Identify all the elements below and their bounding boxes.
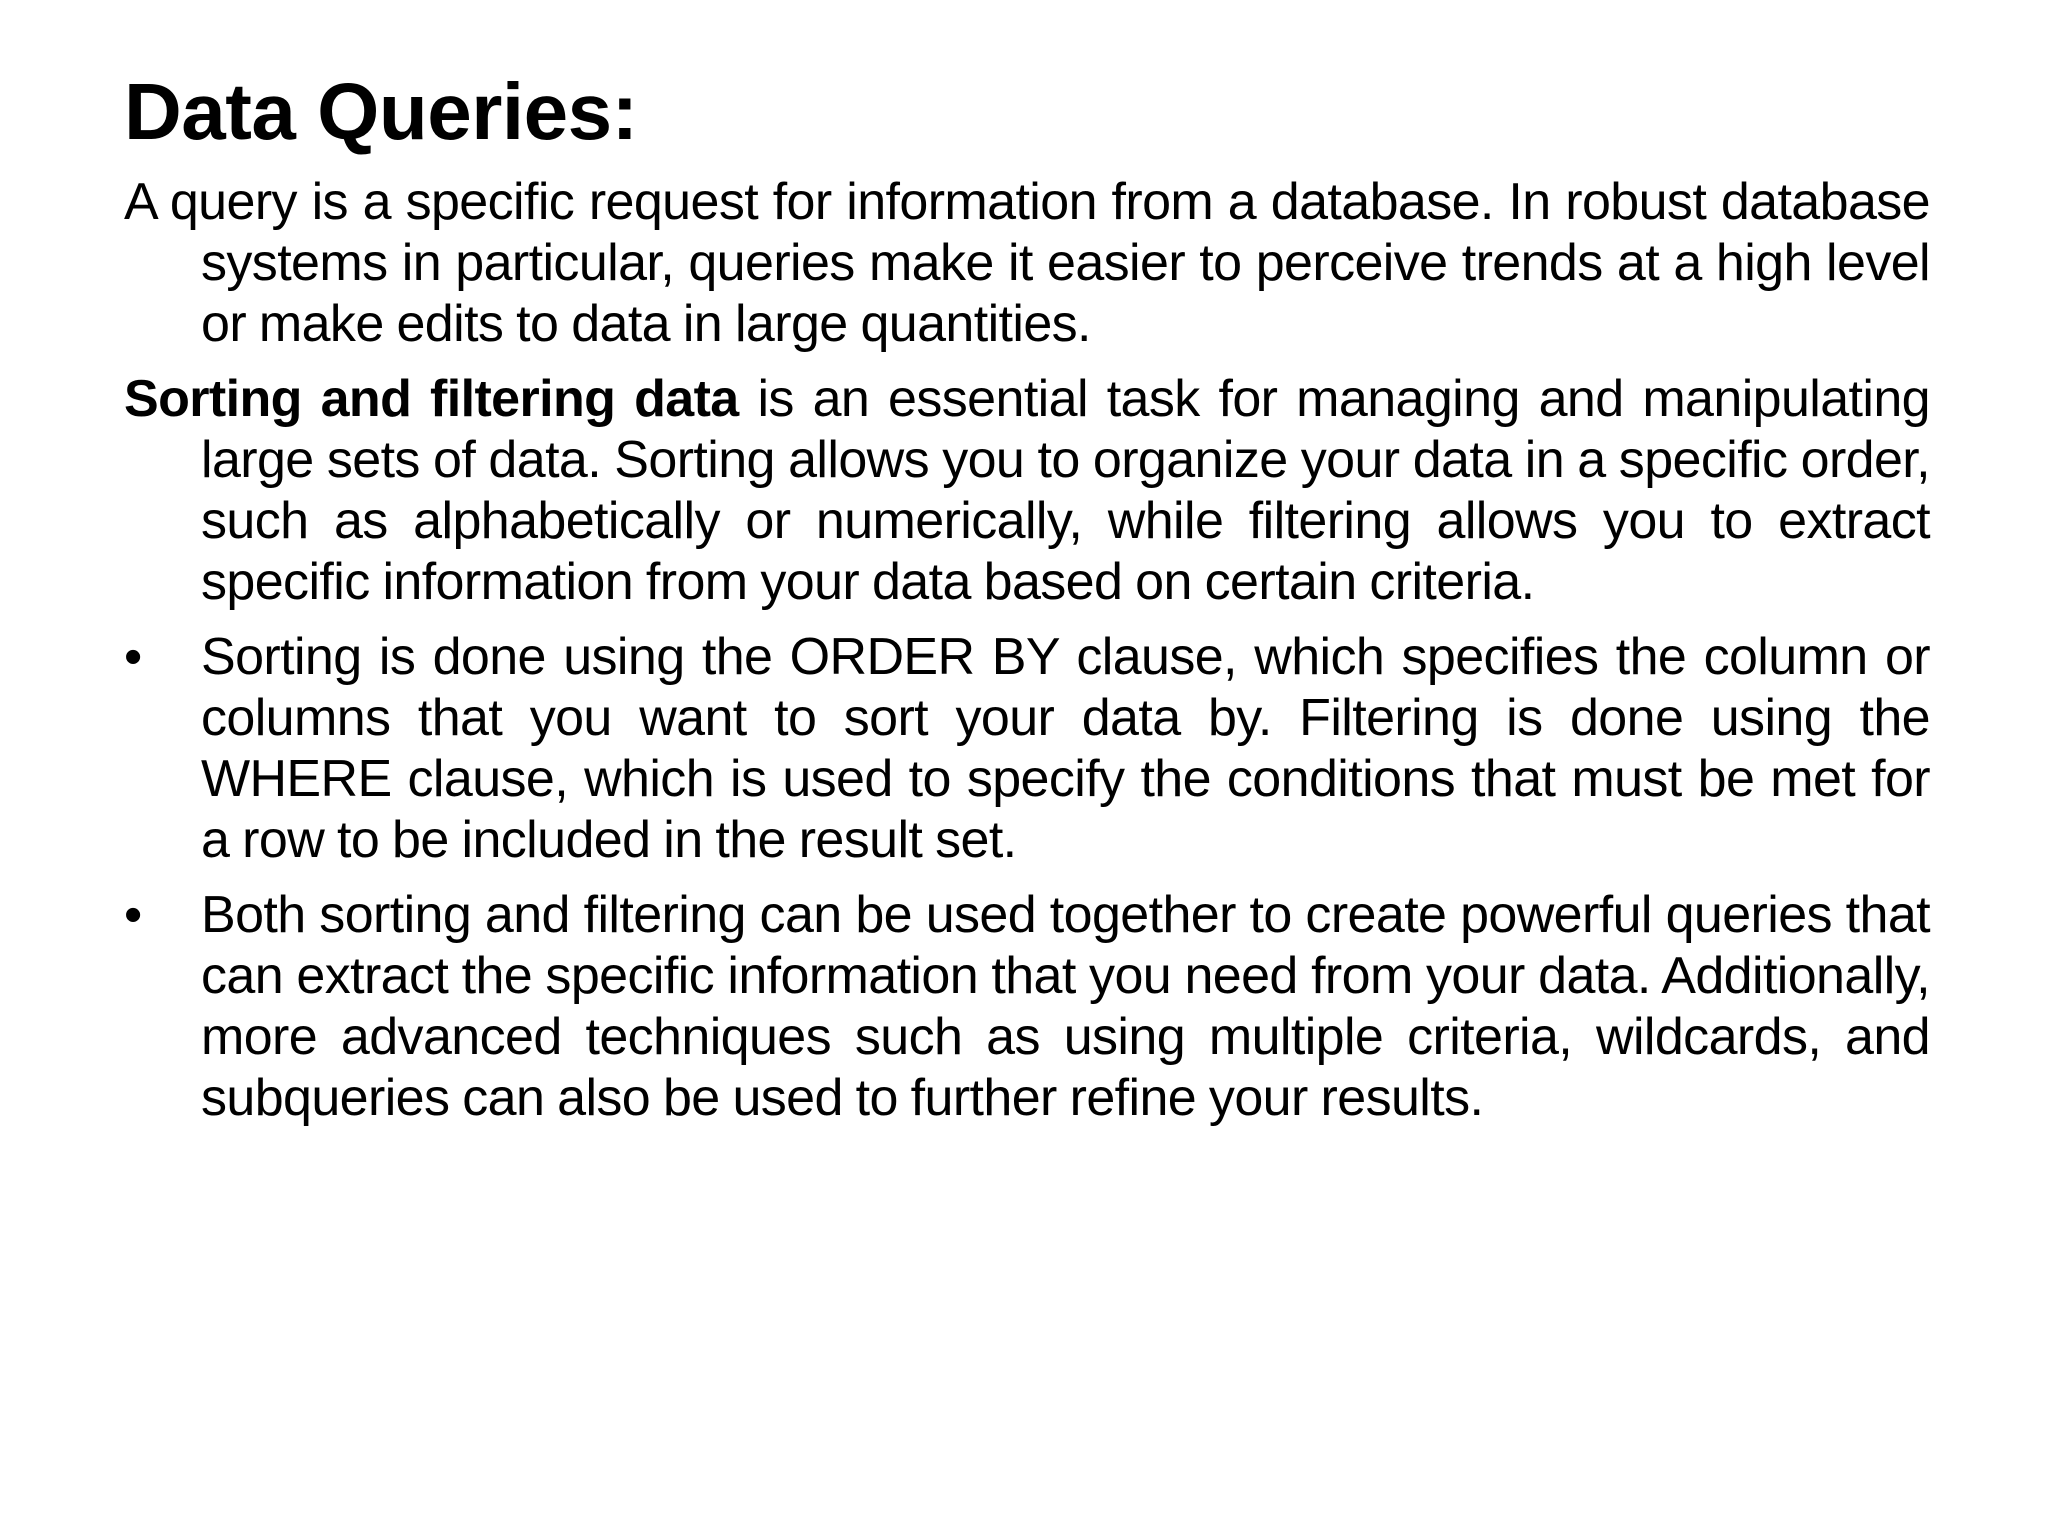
bullet-item-combined: [124, 885, 1930, 1129]
bullet-item-order-by: [124, 627, 1930, 871]
slide-content: [124, 172, 1930, 1143]
bullet-icon: •: [124, 886, 142, 944]
bullet-text: Sorting is done using the ORDER BY clause, which specifies the column or columns that you want to sort your data by. Filtering is done using the WHERE clause, which is used to specify the conditions that must be met for a row to be included in the result set.: [201, 628, 1930, 869]
intro-paragraph: A query is a specific request for information from a database. In robust database systems in particular, queries make it easier to perceive trends at a high level or make edits to data in large quantities.: [124, 173, 1930, 353]
sorting-filtering-paragraph: [124, 369, 1930, 613]
slide-title: Data Queries:: [124, 67, 638, 156]
sorting-filtering-lead: Sorting and filtering data: [124, 370, 739, 428]
bullet-text: Both sorting and filtering can be used together to create powerful queries that can extract the specific information that you need from your data. Additionally, more advanced techniques such as using multiple criteria, wildcards, and subqueries can also be used to further refine your results.: [201, 886, 1930, 1127]
sorting-filtering-text: is an essential task for managing and manipulating large sets of data. Sorting allows you to organize your data in a specific order, such as alphabetically or numerically, while filtering allows you to extract specific information from your data based on certain criteria.: [201, 370, 1930, 611]
bullet-icon: •: [124, 628, 142, 686]
